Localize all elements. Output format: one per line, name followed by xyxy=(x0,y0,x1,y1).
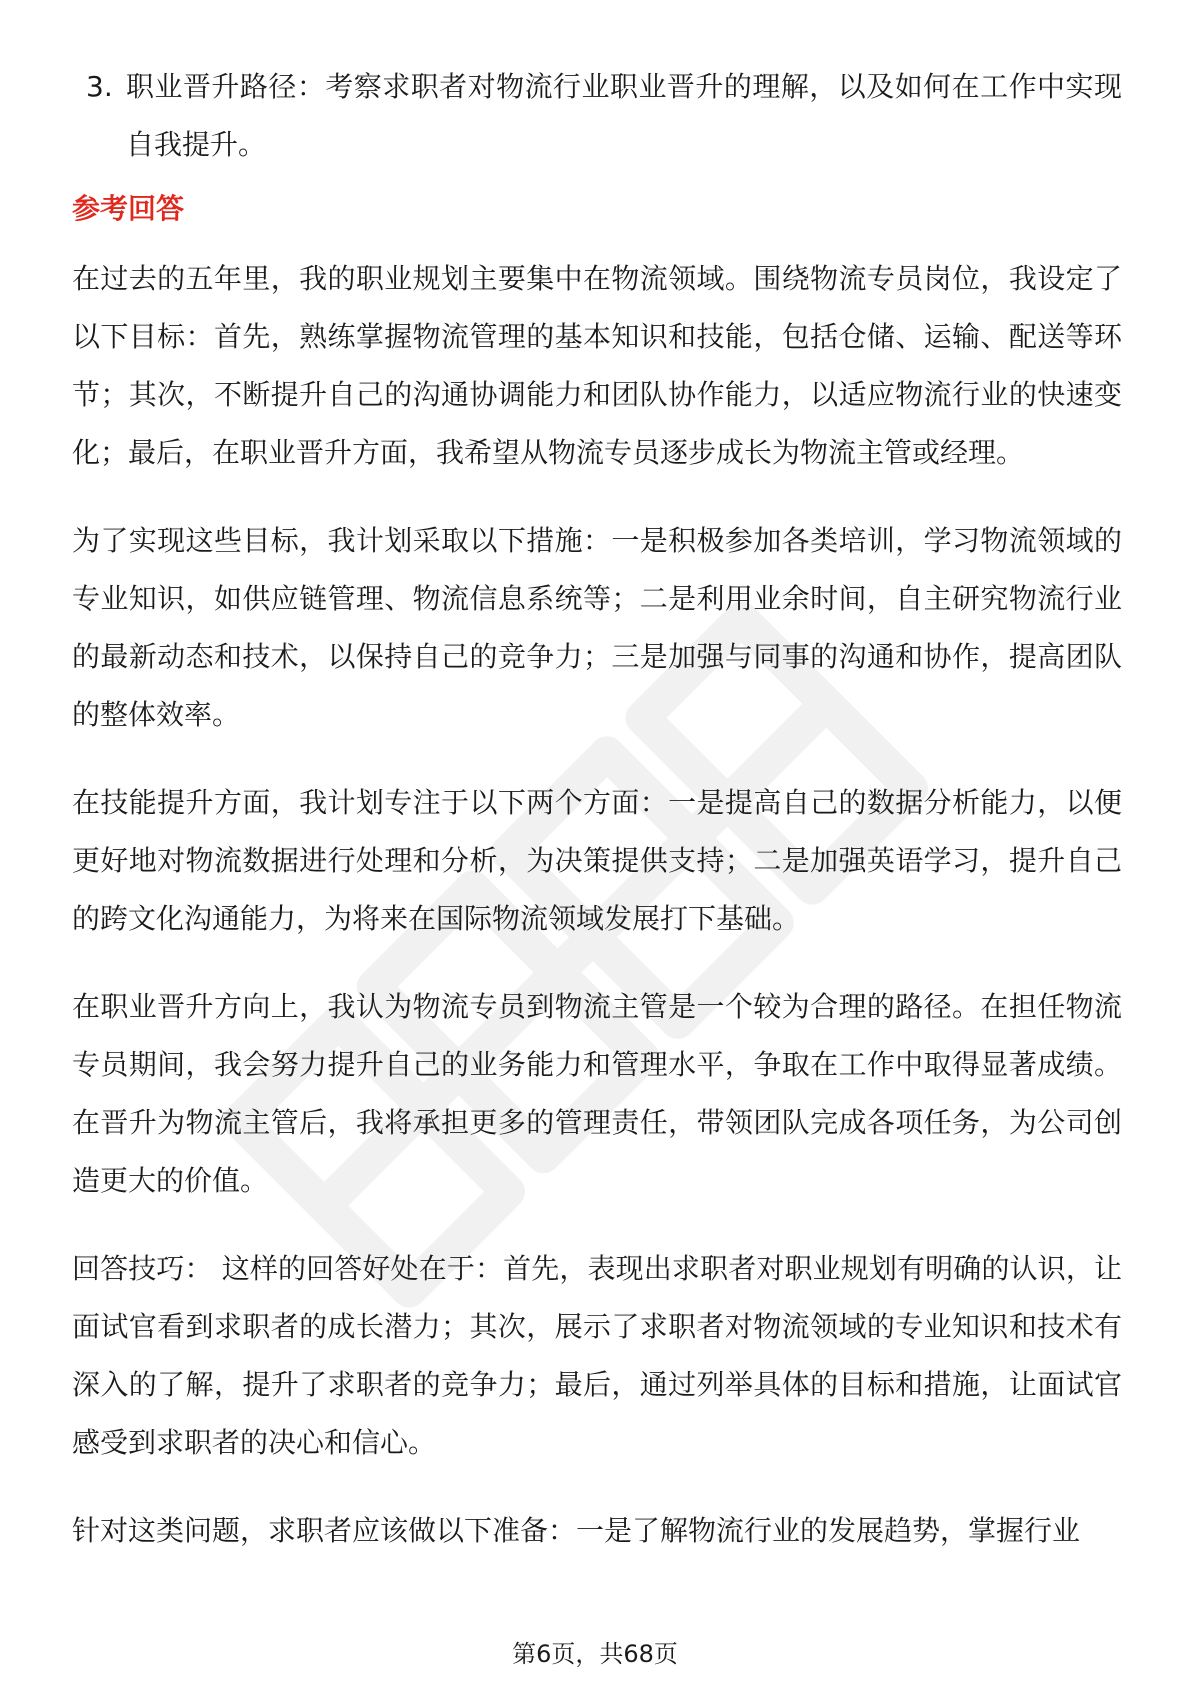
paragraph: 在过去的五年里，我的职业规划主要集中在物流领域。围绕物流专员岗位，我设定了以下目标：首先，熟练掌握物流管理的基本知识和技能，包括仓储、运输、配送等环节；其次，不断提升自己的沟通协调能力和团队协作能力，以适应物流行业的快速变化；最后，在职业晋升方面，我希望从物流专员逐步成长为物流主管或经理。 xyxy=(72,262,1122,469)
list-number: 3. xyxy=(86,70,113,103)
section-heading: 参考回答 xyxy=(72,192,185,225)
paragraph: 在技能提升方面，我计划专注于以下两个方面：一是提高自己的数据分析能力，以便更好地对物流数据进行处理和分析，为决策提供支持；二是加强英语学习，提升自己的跨文化沟通能力，为将来在国际物流领域发展打下基础。 xyxy=(72,786,1122,935)
paragraph: 为了实现这些目标，我计划采取以下措施：一是积极参加各类培训，学习物流领域的专业知识，如供应链管理、物流信息系统等；二是利用业余时间，自主研究物流行业的最新动态和技术，以保持自己的竞争力；三是加强与同事的沟通和协作，提高团队的整体效率。 xyxy=(72,524,1122,731)
content-area xyxy=(72,58,1122,1590)
page-footer: 第6页，共68页 xyxy=(512,1640,678,1668)
paragraph: 针对这类问题，求职者应该做以下准备：一是了解物流行业的发展趋势，掌握行业 xyxy=(72,1514,1081,1547)
list-text: 职业晋升路径：考察求职者对物流行业职业晋升的理解，以及如何在工作中实现自我提升。 xyxy=(126,70,1122,161)
paragraph: 在职业晋升方向上，我认为物流专员到物流主管是一个较为合理的路径。在担任物流专员期间，我会努力提升自己的业务能力和管理水平，争取在工作中取得显著成绩。在晋升为物流主管后，我将承担更多的管理责任，带领团队完成各项任务，为公司创造更大的价值。 xyxy=(72,990,1122,1197)
list-item xyxy=(72,58,1122,174)
paragraph: 回答技巧： 这样的回答好处在于：首先，表现出求职者对职业规划有明确的认识，让面试官看到求职者的成长潜力；其次，展示了求职者对物流领域的专业知识和技术有深入的了解，提升了求职者的竞争力；最后，通过列举具体的目标和措施，让面试官感受到求职者的决心和信心。 xyxy=(72,1252,1122,1459)
